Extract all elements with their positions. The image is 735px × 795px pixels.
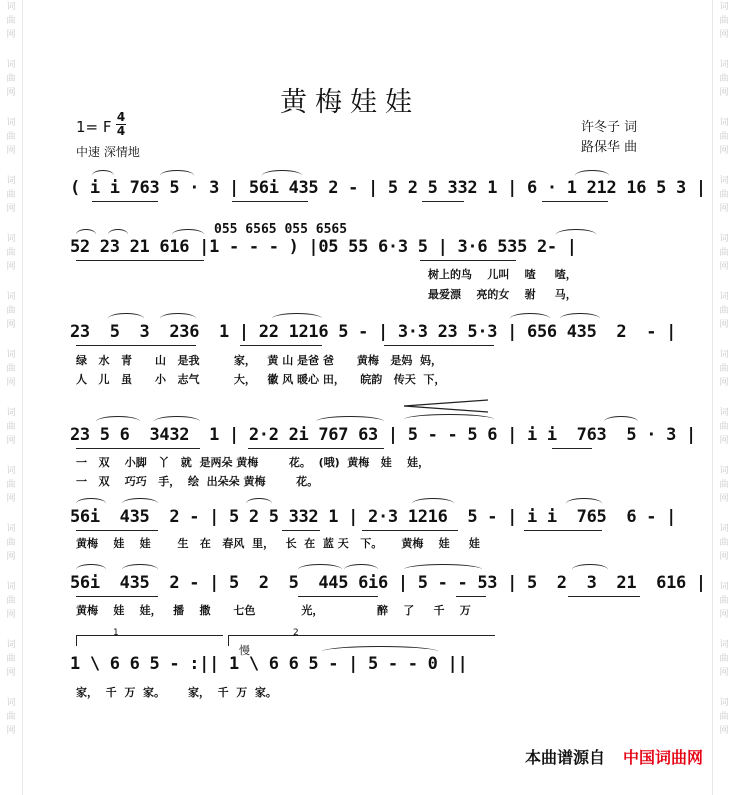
first-ending-number: 1 [113, 628, 119, 638]
watermark-char: 曲 [6, 306, 16, 316]
watermark-char: 词 [719, 2, 729, 12]
tie [322, 646, 438, 657]
watermark-char: 网 [6, 262, 16, 272]
tie [404, 414, 494, 425]
watermark-char: 词 [6, 466, 16, 476]
notes-row-3: 23 5 3 236 1 | 22 1216 5 - | 3·3 23 5·3 | 656 435 2 - | [70, 322, 677, 342]
beam [76, 345, 196, 346]
tempo-marking: 中速 深情地 [76, 145, 140, 159]
watermark-char: 网 [6, 726, 16, 736]
notes-row-2: 52 23 21 616 |1 - - - ) |05 55 6·3 5 | 3·6 535 2- | [70, 237, 577, 257]
slur [572, 564, 608, 575]
watermark-char: 网 [6, 436, 16, 446]
slur [96, 416, 140, 427]
watermark-char: 网 [719, 668, 729, 678]
watermark-char: 网 [719, 262, 729, 272]
slur [122, 498, 158, 509]
slur [566, 498, 602, 509]
tie [404, 564, 482, 575]
beam [384, 345, 494, 346]
watermark-char: 词 [6, 60, 16, 70]
beam [248, 448, 384, 449]
watermark-char: 网 [719, 204, 729, 214]
watermark-char: 网 [6, 146, 16, 156]
beam [552, 448, 592, 449]
watermark-char: 曲 [719, 712, 729, 722]
slur [272, 313, 322, 324]
slur [160, 170, 194, 181]
watermark-char: 词 [719, 582, 729, 592]
watermark-char: 曲 [6, 480, 16, 490]
time-signature-top: 4 [116, 110, 126, 124]
watermark-char: 网 [719, 552, 729, 562]
watermark-char: 曲 [6, 422, 16, 432]
key-signature: 1= F [76, 118, 112, 136]
slur [76, 564, 106, 575]
alternate-ending-notes: 055 6565 055 6565 [214, 222, 348, 237]
watermark-char: 词 [719, 60, 729, 70]
watermark-char: 曲 [719, 16, 729, 26]
beam [76, 448, 200, 449]
slur [556, 229, 596, 240]
watermark-char: 词 [6, 350, 16, 360]
watermark-char: 网 [719, 726, 729, 736]
lyrics-row-3-verse-1: 绿 水 青 山 是我 家， 黄 山 是爸 爸 黄梅 是妈 妈， [76, 354, 443, 367]
lyrics-row-2-verse-2: 最爱漂 亮的女 驸 马， [428, 288, 577, 301]
watermark-char: 曲 [719, 654, 729, 664]
lyrics-row-4-verse-1: 一 双 小脚 丫 就 是两朵 黄梅 花。 (哦) 黄梅 娃 娃， [76, 456, 430, 469]
watermark-char: 网 [719, 494, 729, 504]
watermark-char: 曲 [6, 654, 16, 664]
beam [282, 530, 320, 531]
beam [568, 596, 640, 597]
notes-row-6: 56i 435 2 - | 5 2 5 445 6i6 | 5 - - 53 | 5 2 3 21 616 | [70, 573, 706, 593]
slur [160, 313, 196, 324]
lyrics-row-3-verse-2: 人 儿 虽 小 志气 大， 徽 风 暖心 田， 皖韵 传天 下， [76, 373, 446, 386]
slur [108, 313, 144, 324]
watermark-char: 词 [6, 582, 16, 592]
watermark-char: 曲 [719, 422, 729, 432]
watermark-char: 网 [6, 378, 16, 388]
beam [298, 596, 378, 597]
beam [76, 530, 158, 531]
watermark-char: 词 [6, 524, 16, 534]
watermark-char: 词 [6, 292, 16, 302]
slur [316, 416, 384, 427]
watermark-char: 词 [719, 234, 729, 244]
watermark-char: 网 [719, 320, 729, 330]
song-title: 黄梅娃娃 [280, 87, 420, 118]
ritardando-mark: 慢 [239, 644, 250, 657]
watermark-char: 曲 [6, 596, 16, 606]
composer-credit: 路保华 曲 [581, 140, 638, 155]
slur [510, 313, 550, 324]
slur [122, 564, 158, 575]
watermark-char: 词 [719, 292, 729, 302]
watermark-char: 曲 [719, 364, 729, 374]
watermark-char: 曲 [719, 480, 729, 490]
watermark-char: 词 [719, 524, 729, 534]
watermark-char: 词 [719, 466, 729, 476]
watermark-char: 曲 [719, 74, 729, 84]
lyrics-row-5: 黄梅 娃 娃 生 在 春风 里， 长 在 蓝 天 下。 黄梅 娃 娃 [76, 537, 480, 550]
watermark-char: 曲 [6, 364, 16, 374]
notes-row-5: 56i 435 2 - | 5 2 5 332 1 | 2·3 1216 5 - | i i 765 6 - | [70, 507, 677, 527]
beam [456, 596, 486, 597]
watermark-char: 词 [6, 640, 16, 650]
source-label: 本曲谱源自 [524, 748, 605, 767]
watermark-char: 词 [719, 698, 729, 708]
lyricist-credit: 许冬子 词 [581, 120, 638, 135]
lyrics-row-7: 家， 千 万 家。 家， 千 万 家。 [76, 686, 277, 699]
slur [76, 498, 106, 509]
slur [344, 564, 378, 575]
watermark-char: 网 [6, 30, 16, 40]
watermark-char: 网 [6, 494, 16, 504]
score-row-7 [70, 654, 510, 678]
watermark-char: 网 [719, 88, 729, 98]
beam [240, 345, 322, 346]
score-row-1 [70, 178, 706, 202]
watermark-char: 词 [719, 408, 729, 418]
beam [542, 201, 608, 202]
score-row-4 [70, 425, 696, 449]
score-row-6 [70, 573, 706, 597]
beam [362, 530, 458, 531]
beam [76, 596, 158, 597]
slur [298, 564, 342, 575]
watermark-char: 词 [719, 118, 729, 128]
score-row-3 [70, 322, 690, 346]
slur [108, 229, 128, 240]
watermark-char: 曲 [6, 74, 16, 84]
watermark-char: 网 [6, 610, 16, 620]
watermark-char: 曲 [6, 16, 16, 26]
watermark-char: 曲 [6, 712, 16, 722]
slur [76, 229, 96, 240]
beam [232, 201, 308, 202]
score-row-5 [70, 507, 690, 531]
watermark-char: 曲 [719, 132, 729, 142]
watermark-char: 词 [6, 698, 16, 708]
notes-row-1: ( i i 763 5 · 3 | 56i 435 2 - | 5 2 5 332 1 | 6 · 1 212 16 5 3 | [70, 178, 706, 198]
second-ending-number: 2 [293, 628, 299, 638]
watermark-char: 曲 [719, 538, 729, 548]
lyrics-row-2-verse-1: 树上的鸟 儿叫 喳 喳， [428, 268, 577, 281]
slur [560, 313, 600, 324]
watermark-char: 曲 [6, 132, 16, 142]
watermark-char: 网 [6, 88, 16, 98]
decrescendo-hairpin [402, 398, 490, 414]
watermark-char: 曲 [719, 596, 729, 606]
second-ending-bracket [228, 628, 495, 646]
watermark-char: 网 [6, 204, 16, 214]
watermark-char: 网 [719, 30, 729, 40]
slur [575, 170, 609, 181]
watermark-char: 网 [6, 668, 16, 678]
site-name-link[interactable]: 中国词曲网 [622, 748, 703, 767]
first-ending-bracket [76, 628, 223, 646]
watermark-char: 词 [6, 408, 16, 418]
watermark-char: 词 [719, 350, 729, 360]
slur [246, 498, 272, 509]
watermark-char: 词 [6, 176, 16, 186]
watermark-char: 曲 [6, 538, 16, 548]
score-row-2 [70, 237, 690, 261]
slur [154, 416, 200, 427]
slur [604, 416, 638, 427]
watermark-char: 曲 [719, 190, 729, 200]
beam [92, 201, 158, 202]
source-footer [525, 745, 703, 768]
beam [76, 260, 204, 261]
watermark-char: 网 [719, 378, 729, 388]
notes-row-7: 1 \ 6 6 5 - :|| 1 \ 6 6 5 - | 5 - - 0 || [70, 654, 468, 674]
slur [262, 170, 302, 181]
watermark-char: 词 [6, 2, 16, 12]
watermark-char: 曲 [6, 248, 16, 258]
watermark-char: 网 [6, 552, 16, 562]
watermark-char: 词 [719, 640, 729, 650]
watermark-char: 词 [6, 118, 16, 128]
watermark-char: 曲 [6, 190, 16, 200]
notes-row-4: 23 5 6 3432 1 | 2·2 2i 767 63 | 5 - - 5 6 | i i 763 5 · 3 | [70, 425, 696, 445]
watermark-char: 网 [719, 610, 729, 620]
slur [412, 498, 454, 509]
beam [420, 260, 516, 261]
watermark-char: 曲 [719, 306, 729, 316]
beam [422, 201, 464, 202]
watermark-strip-right [712, 0, 735, 795]
slur [92, 170, 114, 181]
watermark-char: 词 [719, 176, 729, 186]
watermark-char: 网 [719, 146, 729, 156]
watermark-char: 网 [719, 436, 729, 446]
beam [524, 530, 602, 531]
watermark-char: 网 [6, 320, 16, 330]
watermark-char: 词 [6, 234, 16, 244]
slur [172, 229, 204, 240]
lyrics-row-4-verse-2: 一 双 巧巧 手， 绘 出朵朵 黄梅 花。 [76, 475, 319, 488]
time-signature-bottom: 4 [116, 124, 126, 138]
watermark-strip-left [0, 0, 23, 795]
watermark-char: 曲 [719, 248, 729, 258]
time-signature [116, 111, 126, 138]
lyrics-row-6: 黄梅 娃 娃， 播 撒 七色 光， 醉 了 千 万 [76, 604, 471, 617]
